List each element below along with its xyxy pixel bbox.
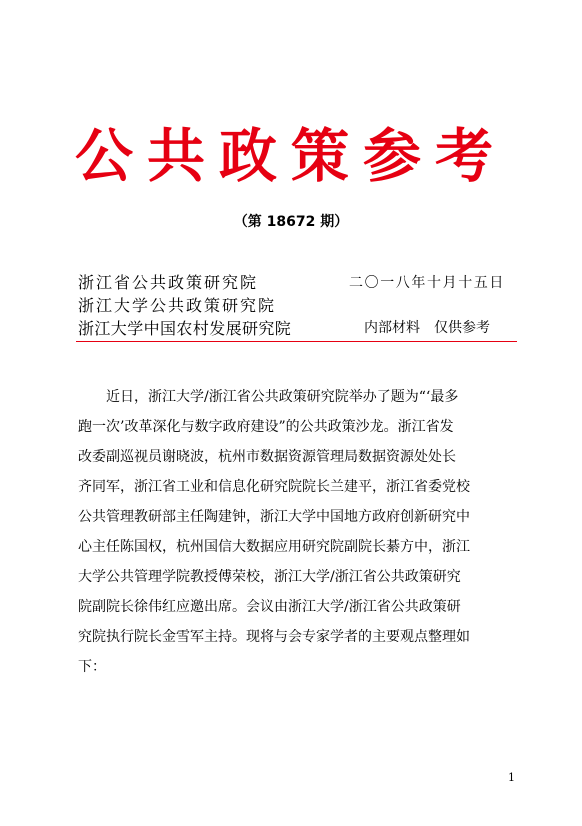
body-paragraph: [78, 382, 518, 682]
organization-name: 浙江省公共政策研究院: [78, 273, 259, 292]
body-line: 跑一次’改革深化与数字政府建设”的公共政策沙龙。浙江省发: [78, 419, 454, 435]
internal-note-right: 仅供参考: [434, 320, 490, 336]
body-line: 改委副巡视员谢晓波，杭州市数据资源管理局数据资源处处长: [78, 449, 456, 465]
body-line: 齐同军，浙江省工业和信息化研究院院长兰建平，浙江省委党校: [78, 479, 470, 495]
body-line: 大学公共管理学院教授傅荣校，浙江大学/浙江省公共政策研究: [78, 569, 461, 585]
issue-number: （第 18672 期）: [233, 214, 349, 230]
body-line: 公共管理教研部主任陶建钟，浙江大学中国地方政府创新研究中: [78, 509, 470, 525]
body-line: 近日，浙江大学/浙江省公共政策研究院举办了题为“‘最多: [106, 389, 459, 405]
publication-date: 二〇一八年十月十五日: [349, 275, 505, 291]
masthead-title: 公共政策参考: [74, 122, 507, 190]
internal-note: [364, 318, 490, 338]
body-line: 院副院长徐伟红应邀出席。会议由浙江大学/浙江省公共政策研: [78, 599, 461, 615]
organization-name: 浙江大学中国农村发展研究院: [78, 319, 292, 338]
body-line: 下：: [78, 659, 106, 675]
page-number: 1: [508, 771, 515, 784]
header-divider: [76, 341, 517, 342]
internal-note-left: 内部材料: [364, 320, 420, 336]
body-line: 心主任陈国权，杭州国信大数据应用研究院副院长綦方中，浙江: [78, 539, 470, 555]
body-line: 究院执行院长金雪军主持。现将与会专家学者的主要观点整理如: [78, 629, 470, 645]
organization-name: 浙江大学公共政策研究院: [78, 296, 277, 315]
